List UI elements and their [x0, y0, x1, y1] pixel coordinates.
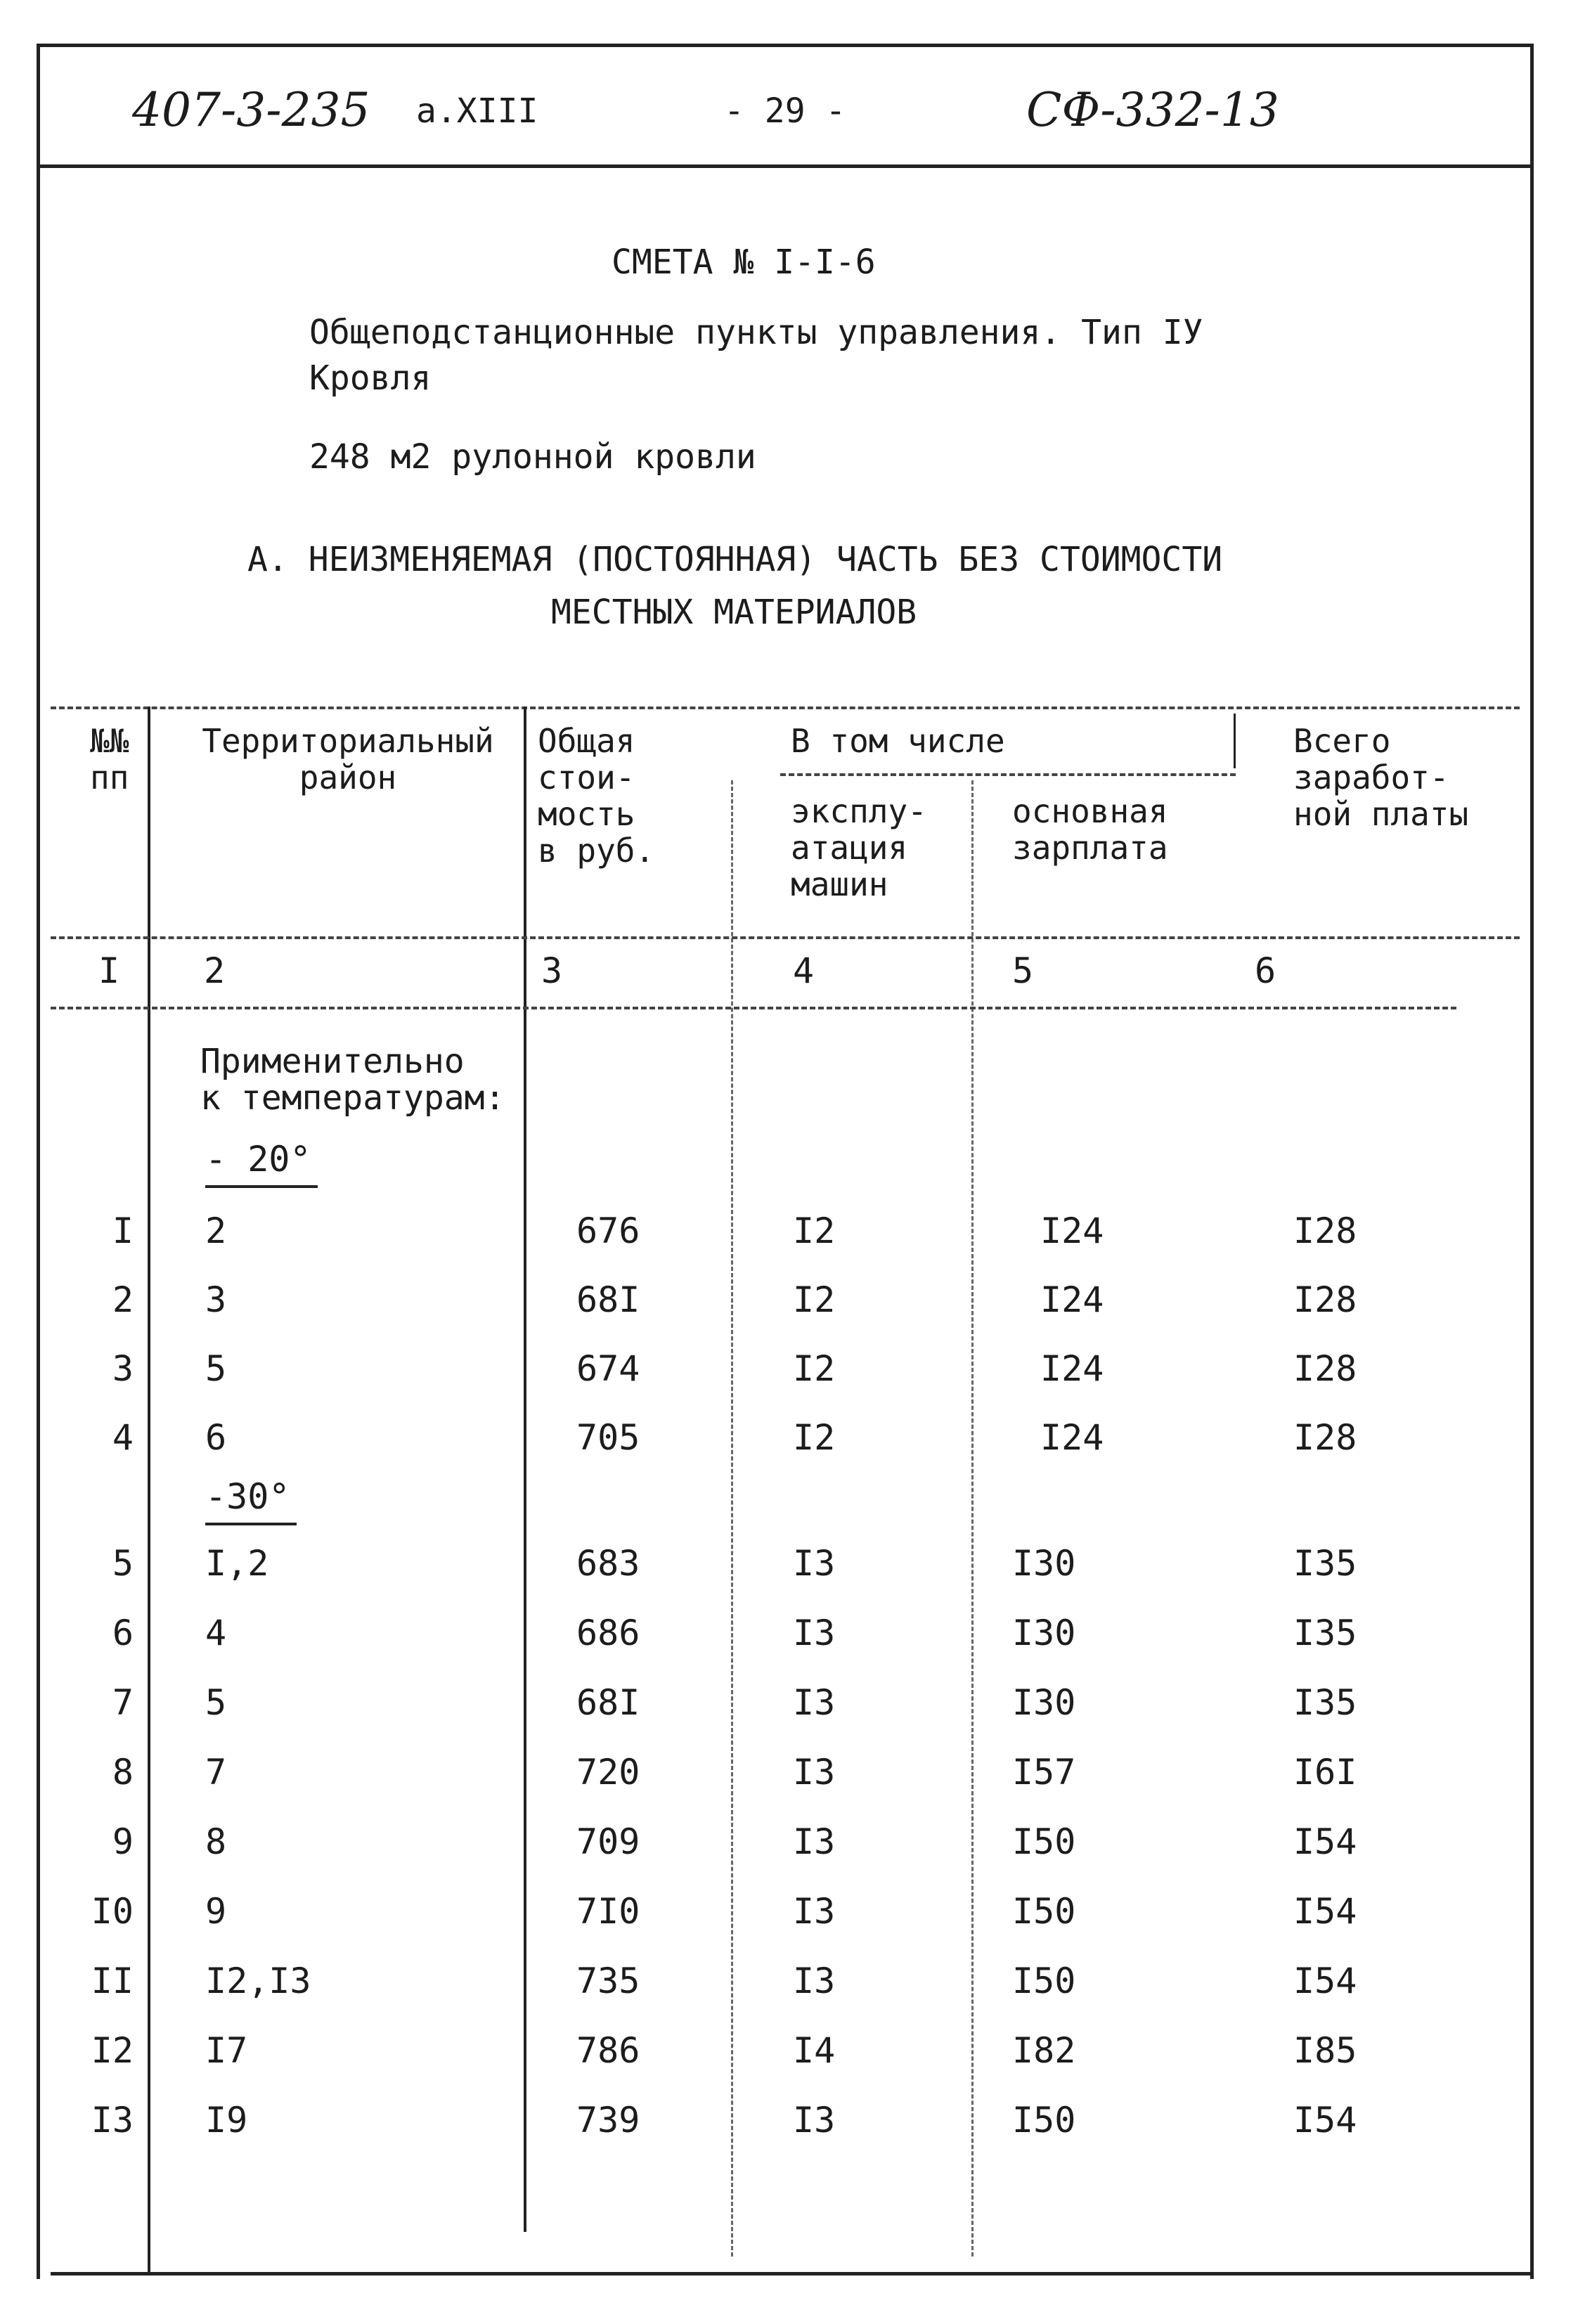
total-wages-cell: I54 — [1293, 1961, 1357, 2001]
section-subtitle: МЕСТНЫХ МАТЕРИАЛОВ — [551, 593, 917, 632]
group-label-underline — [205, 1185, 318, 1188]
row-number: 8 — [112, 1752, 134, 1793]
row-number: 4 — [112, 1417, 134, 1458]
row-number: 6 — [112, 1613, 134, 1653]
total-cost-cell: 720 — [576, 1752, 640, 1793]
estimate-subject: Общеподстанционные пункты управления. Тип IУ — [309, 313, 1203, 352]
table-col-divider-2 — [524, 706, 526, 2232]
district-cell: 6 — [205, 1417, 227, 1458]
base-salary-cell: I50 — [1012, 2100, 1076, 2141]
district-cell: 8 — [205, 1821, 227, 1862]
district-cell: I9 — [205, 2100, 248, 2141]
total-wages-cell: I54 — [1293, 1821, 1357, 1862]
total-wages-cell: I28 — [1293, 1348, 1357, 1389]
column-number: 4 — [793, 950, 815, 991]
total-wages-cell: I35 — [1293, 1682, 1357, 1723]
row-number: I0 — [91, 1891, 134, 1932]
header-number-col: №№ пп — [90, 722, 129, 796]
header-including: В том числе — [791, 722, 1005, 760]
row-number: I2 — [91, 2030, 134, 2071]
total-wages-cell: I28 — [1293, 1279, 1357, 1320]
table-col-divider-4 — [971, 780, 974, 2257]
page-number: - 29 - — [724, 91, 846, 131]
district-cell: I7 — [205, 2030, 248, 2071]
estimate-number: СМЕТА № I-I-6 — [612, 243, 876, 282]
total-cost-cell: 676 — [576, 1211, 640, 1251]
total-wages-cell: I54 — [1293, 1891, 1357, 1932]
total-wages-cell: I85 — [1293, 2030, 1357, 2071]
machines-cell: I2 — [793, 1279, 836, 1320]
total-cost-cell: 686 — [576, 1613, 640, 1653]
header-divider — [37, 164, 1534, 168]
base-salary-cell: I50 — [1012, 1961, 1076, 2001]
row-number: I3 — [91, 2100, 134, 2141]
total-cost-cell: 786 — [576, 2030, 640, 2071]
district-cell: 5 — [205, 1348, 227, 1389]
header-total-wages-col: Всего заработ- ной платы — [1293, 722, 1469, 833]
table-col-divider-1 — [148, 706, 150, 2274]
base-salary-cell: I24 — [1040, 1279, 1104, 1320]
total-cost-cell: 735 — [576, 1961, 640, 2001]
district-cell: 7 — [205, 1752, 227, 1793]
column-number: 2 — [204, 950, 226, 991]
total-cost-cell: 68I — [576, 1279, 640, 1320]
district-cell: I,2 — [205, 1543, 269, 1584]
machines-cell: I4 — [793, 2030, 836, 2071]
base-salary-cell: I50 — [1012, 1821, 1076, 1862]
including-right-edge — [1234, 714, 1236, 768]
base-salary-cell: I24 — [1040, 1211, 1104, 1251]
base-salary-cell: I30 — [1012, 1682, 1076, 1723]
district-cell: 3 — [205, 1279, 227, 1320]
header-machines-col: эксплу- атация машин — [791, 792, 927, 903]
header-base-salary-col: основная зарплата — [1012, 792, 1168, 867]
total-cost-cell: 739 — [576, 2100, 640, 2141]
table-col-divider-3 — [731, 780, 733, 2257]
total-cost-cell: 705 — [576, 1417, 640, 1458]
machines-cell: I2 — [793, 1417, 836, 1458]
row-number: 2 — [112, 1279, 134, 1320]
row-number: 3 — [112, 1348, 134, 1389]
total-wages-cell: I28 — [1293, 1211, 1357, 1251]
column-number: 3 — [541, 950, 563, 991]
total-cost-cell: 7I0 — [576, 1891, 640, 1932]
machines-cell: I3 — [793, 1613, 836, 1653]
total-wages-cell: I6I — [1293, 1752, 1357, 1793]
total-cost-cell: 709 — [576, 1821, 640, 1862]
column-numbers-bottom-line — [51, 1007, 1456, 1009]
group-label-minus-30: -30° — [205, 1476, 290, 1517]
district-cell: 5 — [205, 1682, 227, 1723]
district-cell: 2 — [205, 1211, 227, 1251]
total-cost-cell: 68I — [576, 1682, 640, 1723]
row-number: 5 — [112, 1543, 134, 1584]
total-wages-cell: I35 — [1293, 1613, 1357, 1653]
table-bottom-line — [51, 2272, 1534, 2275]
machines-cell: I2 — [793, 1211, 836, 1251]
estimate-object: Кровля — [309, 359, 432, 398]
table-top-line — [51, 706, 1520, 709]
row-number: II — [91, 1961, 134, 2001]
base-salary-cell: I24 — [1040, 1348, 1104, 1389]
header-total-cost-col: Общая стои- мость в руб. — [538, 722, 655, 870]
section-title: А. НЕИЗМЕНЯЕМАЯ (ПОСТОЯННАЯ) ЧАСТЬ БЕЗ СТОИМОСТИ — [247, 540, 1223, 579]
total-wages-cell: I35 — [1293, 1543, 1357, 1584]
base-salary-cell: I50 — [1012, 1891, 1076, 1932]
machines-cell: I3 — [793, 2100, 836, 2141]
estimate-volume: 248 м2 рулонной кровли — [309, 437, 756, 477]
district-cell: 9 — [205, 1891, 227, 1932]
base-salary-cell: I24 — [1040, 1417, 1104, 1458]
album-number: а.XIII — [416, 91, 538, 131]
machines-cell: I3 — [793, 1961, 836, 2001]
row-number: 7 — [112, 1682, 134, 1723]
row-number: I — [112, 1211, 134, 1251]
machines-cell: I3 — [793, 1891, 836, 1932]
column-number: I — [98, 950, 120, 991]
including-underline — [780, 773, 1236, 776]
machines-cell: I3 — [793, 1543, 836, 1584]
header-bottom-line — [51, 936, 1520, 939]
column-number: 5 — [1012, 950, 1034, 991]
group-label-underline — [205, 1523, 297, 1525]
base-salary-cell: I57 — [1012, 1752, 1076, 1793]
base-salary-cell: I30 — [1012, 1543, 1076, 1584]
column-number: 6 — [1255, 950, 1276, 991]
header-district-col: Территориальный район — [202, 722, 494, 796]
base-salary-cell: I82 — [1012, 2030, 1076, 2071]
sheet-code: СФ-332-13 — [1026, 83, 1279, 137]
machines-cell: I3 — [793, 1752, 836, 1793]
total-wages-cell: I28 — [1293, 1417, 1357, 1458]
district-cell: I2,I3 — [205, 1961, 311, 2001]
machines-cell: I3 — [793, 1821, 836, 1862]
machines-cell: I2 — [793, 1348, 836, 1389]
temperature-intro: Применительно к температурам: — [200, 1042, 505, 1118]
total-wages-cell: I54 — [1293, 2100, 1357, 2141]
base-salary-cell: I30 — [1012, 1613, 1076, 1653]
total-cost-cell: 683 — [576, 1543, 640, 1584]
row-number: 9 — [112, 1821, 134, 1862]
document-code: 407-3-235 — [132, 83, 370, 137]
machines-cell: I3 — [793, 1682, 836, 1723]
group-label-minus-20: - 20° — [205, 1139, 311, 1180]
district-cell: 4 — [205, 1613, 227, 1653]
total-cost-cell: 674 — [576, 1348, 640, 1389]
